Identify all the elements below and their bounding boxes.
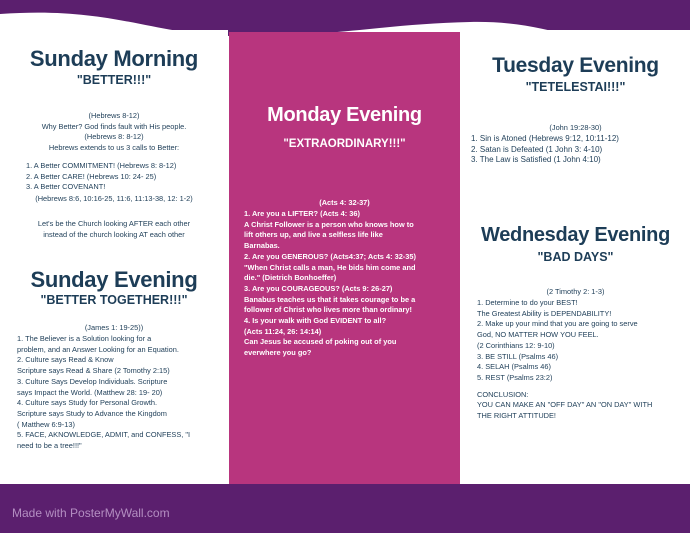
text-line: Scripture says Read & Share (2 Tomothy 2:15) (17, 366, 170, 376)
text-line: Hebrews extends to us 3 calls to Better: (48, 143, 180, 153)
text-line: need to be a tree!!!" (17, 441, 82, 451)
text-line: (Acts 11:24, 26: 14:14) (244, 326, 322, 336)
left-panel (0, 30, 228, 485)
conclusion-text: THE RIGHT ATTITUDE! (477, 411, 556, 421)
wednesday-evening-points (477, 298, 652, 422)
text-line: problem, and an Answer Looking for an Equation. (17, 344, 179, 354)
text-line: 3. Are you COURAGEOUS? (Acts 9: 26-27) (244, 283, 393, 293)
text-line: Why Better? God finds fault with His people. (41, 121, 187, 131)
watermark-text[interactable]: Made with PosterMyWall.com (12, 506, 170, 520)
text-line: 5. REST (Psalms 23:2) (477, 372, 553, 382)
list-item: 1. Sin is Atoned (Hebrews 9:12, 10:11-12) (471, 134, 619, 143)
tuesday-evening-title: Tuesday Evening (492, 54, 659, 77)
text-line: 1. Determine to do your BEST! (477, 298, 578, 307)
text-line: says Impact the World. (Matthew 28: 19- 20) (17, 387, 163, 397)
wednesday-evening-ref (461, 287, 690, 298)
sunday-evening-subtitle: "BETTER TOGETHER!!!" (40, 293, 188, 307)
sunday-morning-list (26, 161, 176, 193)
text-line: Banabus teaches us that it takes courage to be a (244, 294, 416, 304)
text-line: ( Matthew 6:9-13) (17, 419, 75, 429)
text-line: 4. Is your walk with God EVIDENT to all? (244, 316, 387, 326)
middle-panel (229, 32, 460, 487)
text-line: (Hebrews 8: 8-12) (84, 132, 144, 142)
text-line: 4. SELAH (Psalms 46) (477, 362, 551, 372)
text-line: "When Christ calls a man, He bids him come and (244, 262, 416, 272)
sunday-evening-title: Sunday Evening (30, 267, 198, 292)
text-line: The Greatest Ability is DEPENDABILITY! (477, 308, 612, 318)
list-item: (Hebrews 8:6, 10:16-25, 11:6, 11:13-38, 12: 1-2) (35, 194, 193, 203)
text-line: everwhere you go? (244, 348, 312, 358)
tuesday-evening-ref (461, 123, 690, 134)
text-line: die." (Dietrich Bonhoeffer) (244, 273, 337, 283)
monday-evening-points (244, 209, 416, 359)
text-line: (2 Corinthians 12: 9-10) (477, 340, 555, 350)
text-line: 2. Make up your mind that you are going to serve (477, 319, 638, 329)
monday-evening-subtitle: "EXTRAORDINARY!!!" (283, 138, 406, 150)
conclusion-text: YOU CAN MAKE AN "OFF DAY" AN "ON DAY" WITH (477, 400, 653, 410)
scripture-reference: (2 Timothy 2: 1-3) (546, 287, 605, 296)
text-line: 2. Are you GENEROUS? (Acts4:37; Acts 4: 32-35) (244, 251, 416, 261)
text-line: follower of Christ who lives more than ordinary! (244, 305, 412, 315)
sunday-evening-ref (0, 323, 228, 334)
right-panel (461, 30, 690, 485)
text-line: instead of the church looking AT each other (43, 229, 185, 239)
conclusion-heading: CONCLUSION: (477, 389, 529, 399)
tuesday-evening-points (471, 134, 619, 166)
text-line: 4. Culture says Study for Personal Growth. (17, 398, 158, 408)
sunday-morning-title: Sunday Morning (29, 46, 199, 71)
list-item: 1. A Better COMMITMENT! (Hebrews 8: 8-12) (26, 161, 177, 170)
list-item: 3. A Better COVENANT! (26, 182, 106, 192)
tuesday-evening-subtitle: "TETELESTAI!!!" (525, 80, 626, 94)
wednesday-evening-title: Wednesday Evening (480, 224, 671, 246)
text-line: lift others up, and live a selfless life like (244, 230, 383, 240)
text-line: 2. Culture says Read & Know (17, 355, 114, 365)
scripture-reference: (James 1: 19-25)) (84, 323, 144, 332)
text-line: Scripture says Study to Advance the Kingdom (17, 408, 167, 418)
list-item: 3. The Law is Satisfied (1 John 4:10) (471, 155, 601, 165)
text-line: Let's be the Church looking AFTER each other (37, 219, 191, 228)
scripture-reference: (John 19:28-30) (549, 123, 602, 132)
list-item: 2. Satan is Defeated (1 John 3: 4-10) (471, 144, 603, 154)
text-line: 3. BE STILL (Psalms 46) (477, 351, 559, 361)
text-line: 5. FACE, AKNOWLEDGE, ADMIT, and CONFESS, "I (17, 430, 191, 440)
text-line: Barnabas. (244, 241, 280, 251)
text-line: 3. Culture Says Develop Individuals. Scripture (17, 376, 168, 386)
sunday-evening-points (17, 334, 190, 452)
monday-evening-title: Monday Evening (267, 104, 422, 126)
monday-evening-ref (229, 198, 460, 209)
text-line: (Hebrews 8-12) (88, 111, 140, 120)
wednesday-evening-subtitle: "BAD DAYS" (537, 250, 614, 264)
footer-bar (0, 484, 690, 533)
sunday-morning-intro (0, 111, 228, 154)
text-line: Can Jesus be accused of poking out of you (244, 337, 397, 347)
text-line: God, NO MATTER HOW YOU FEEL. (477, 330, 599, 340)
sunday-morning-closing (0, 219, 228, 240)
text-line: 1. Are you a LIFTER? (Acts 4: 36) (244, 209, 360, 218)
scripture-reference: (Acts 4: 32-37) (319, 198, 370, 207)
text-line: A Christ Follower is a person who knows how to (244, 219, 414, 229)
sunday-morning-subtitle: "BETTER!!!" (76, 73, 152, 87)
list-item: 2. A Better CARE! (Hebrews 10: 24- 25) (26, 171, 157, 181)
text-line: 1. The Believer is a Solution looking for a (17, 334, 152, 343)
sunday-morning-refs (0, 194, 228, 205)
